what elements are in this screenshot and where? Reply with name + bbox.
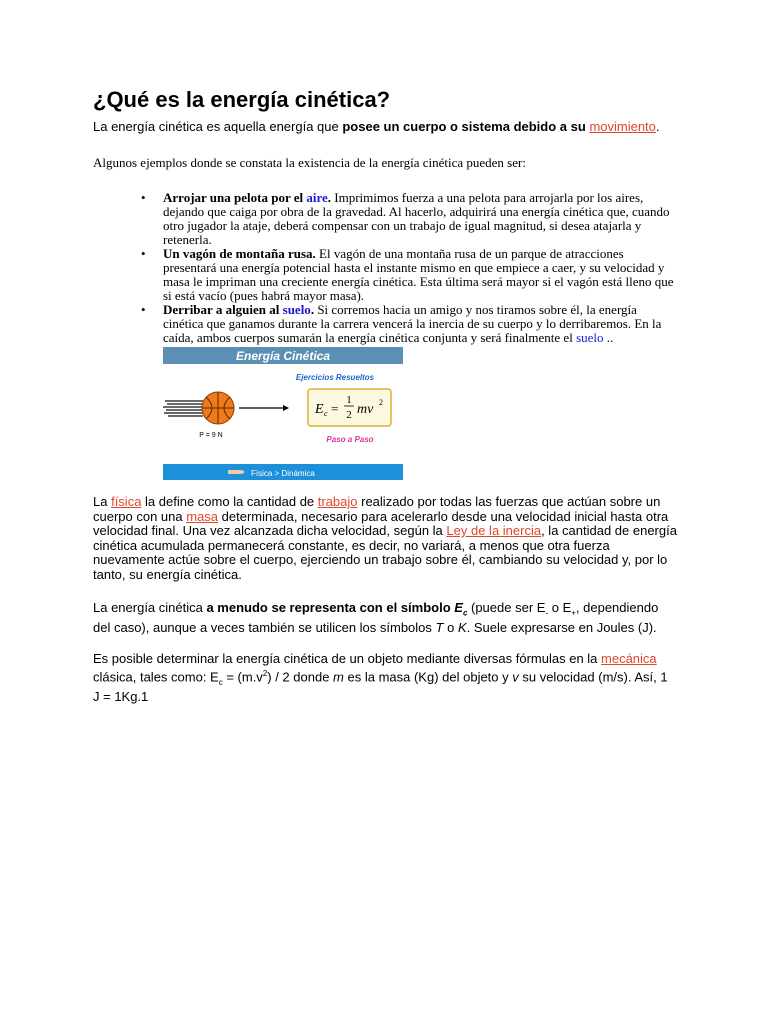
link-trabajo[interactable]: trabajo — [317, 494, 358, 509]
intro-period: . — [655, 119, 660, 134]
list-item — [163, 191, 678, 247]
formula-den: 2 — [346, 409, 352, 421]
symbol-e: E — [454, 600, 463, 615]
para-text: (puede ser E — [467, 600, 546, 615]
formula-paragraph — [93, 652, 668, 704]
para-text: o E — [548, 600, 572, 615]
formula-lhs: E — [315, 402, 324, 417]
formula-rhs: mv — [357, 402, 374, 417]
list-item — [163, 303, 678, 345]
symbol-paragraph — [93, 601, 673, 636]
intro-text: La energía cinética es aquella energía que — [93, 119, 343, 134]
energy-figure — [163, 347, 403, 480]
para-sub: + — [571, 608, 576, 618]
link-suelo[interactable]: suelo — [576, 330, 604, 345]
para-sub: - — [545, 608, 549, 618]
figure-header-text: Energía Cinética — [235, 349, 331, 363]
link-fisica[interactable]: física — [111, 494, 142, 509]
para-sup: 2 — [262, 668, 268, 678]
example-bold: Derribar a alguien al — [163, 302, 283, 317]
list-item — [163, 247, 678, 303]
figure-footer-text: Física > Dinámica — [251, 469, 315, 478]
example-bold-end: . — [310, 302, 315, 317]
para-text: , la cantidad de energía cinética acumulada permanecerá constante, es decir, no variará, a menos que otra fuerza nuevamente actúe sobre el cuerpo, ejerciendo un trabajo sobre él, cambiando su velocidad y, por lo tanto, su energía cinética. — [93, 523, 677, 582]
example-end: .. — [603, 330, 614, 345]
para-text: su velocidad (m/s). Así, 1 J = 1Kg.1 — [93, 668, 668, 704]
para-text: . Suele expresarse en Joules (J). — [466, 620, 657, 636]
formula-exp: 2 — [379, 398, 383, 407]
example-bold: Un vagón de montaña rusa. — [163, 246, 316, 261]
example-text: El vagón de una montaña rusa de un parque de atracciones presentará una energía potencial hasta el instante mismo en que empiece a caer, y su velocidad y masa le impriman una creciente energía cinética. Esta última será mayor si el vagón está lleno que si está vacío (pues habrá mayor masa). — [163, 246, 674, 303]
para-text: o — [443, 620, 458, 636]
formula-sub: c — [324, 409, 328, 418]
link-aire[interactable]: aire — [306, 190, 328, 205]
energy-figure-svg — [163, 347, 403, 480]
symbol-v: v — [512, 668, 519, 684]
para-sub: c — [218, 677, 223, 687]
figure-subtitle: Ejercicios Resueltos — [295, 373, 375, 382]
para-text: la define como la cantidad de — [141, 494, 318, 509]
formula-eq: = — [331, 401, 339, 416]
examples-intro: Algunos ejemplos donde se constata la existencia de la energía cinética pueden ser: — [93, 155, 526, 170]
example-text: Imprimimos fuerza a una pelota para arrojarla por los aires, dejando que caiga por obra de la gravedad. Al hacerlo, adquirirá una energía cinética que, cuando otro jugador la ataje, deberá compensar con un trabajo de igual magnitud, si desea atajarla y retenerla. — [163, 190, 670, 247]
page-title: ¿Qué es la energía cinética? — [93, 87, 391, 112]
symbol-m: m — [333, 668, 344, 684]
para-text: La energía cinética — [93, 600, 207, 615]
para-text: determinada, necesario para acelerarlo desde una velocidad inicial hasta otra velocidad final. Una vez alcanzada dicha velocidad, según la — [93, 508, 669, 538]
link-masa[interactable]: masa — [186, 508, 219, 524]
step-label: Paso a Paso — [326, 435, 374, 444]
para-text: ) / 2 donde — [267, 668, 334, 684]
link-mecanica[interactable]: mecánica — [601, 651, 657, 666]
examples-list — [93, 191, 678, 345]
link-movimiento[interactable]: movimiento — [589, 119, 656, 134]
para-text: Es posible determinar la energía cinética de un objeto mediante diversas fórmulas en la — [93, 651, 602, 666]
example-bold: Arrojar una pelota por el — [163, 190, 307, 205]
definition-paragraph — [93, 495, 678, 582]
link-suelo-bold[interactable]: suelo — [282, 302, 311, 317]
example-bold-end: . — [327, 190, 332, 205]
force-label: P = 9 N — [199, 432, 223, 439]
symbol-k: K — [457, 620, 467, 636]
intro-paragraph — [93, 120, 660, 135]
para-text: es la masa (Kg) del objeto y — [343, 668, 513, 684]
para-text: , dependiendo del caso), aunque a veces también se utilicen los símbolos — [93, 600, 659, 636]
example-text: Si corremos hacia un amigo y nos tiramos sobre él, la energía cinética que ganamos durante la carrera vencerá la inercia de su cuerpo y lo derribaremos. En la caída, ambos cuerpos sumarán la energía cinética conjunta y será finalmente el — [163, 302, 662, 345]
intro-bold: posee un cuerpo o sistema debido a su — [342, 119, 586, 134]
link-ley-de-la-inercia[interactable]: Ley de la inercia — [446, 523, 542, 538]
para-text: clásica, tales como: E — [93, 668, 219, 684]
para-text: realizado por todas las fuerzas que actúan sobre un cuerpo con una — [93, 494, 661, 524]
pointing-hand-icon — [228, 470, 245, 474]
para-text: La — [93, 494, 112, 509]
symbol-t: T — [435, 620, 444, 636]
formula-num: 1 — [346, 394, 352, 406]
para-text: = (m.v — [222, 668, 263, 684]
symbol-sub: c — [462, 608, 468, 618]
para-bold: a menudo se representa con el símbolo — [206, 600, 455, 615]
